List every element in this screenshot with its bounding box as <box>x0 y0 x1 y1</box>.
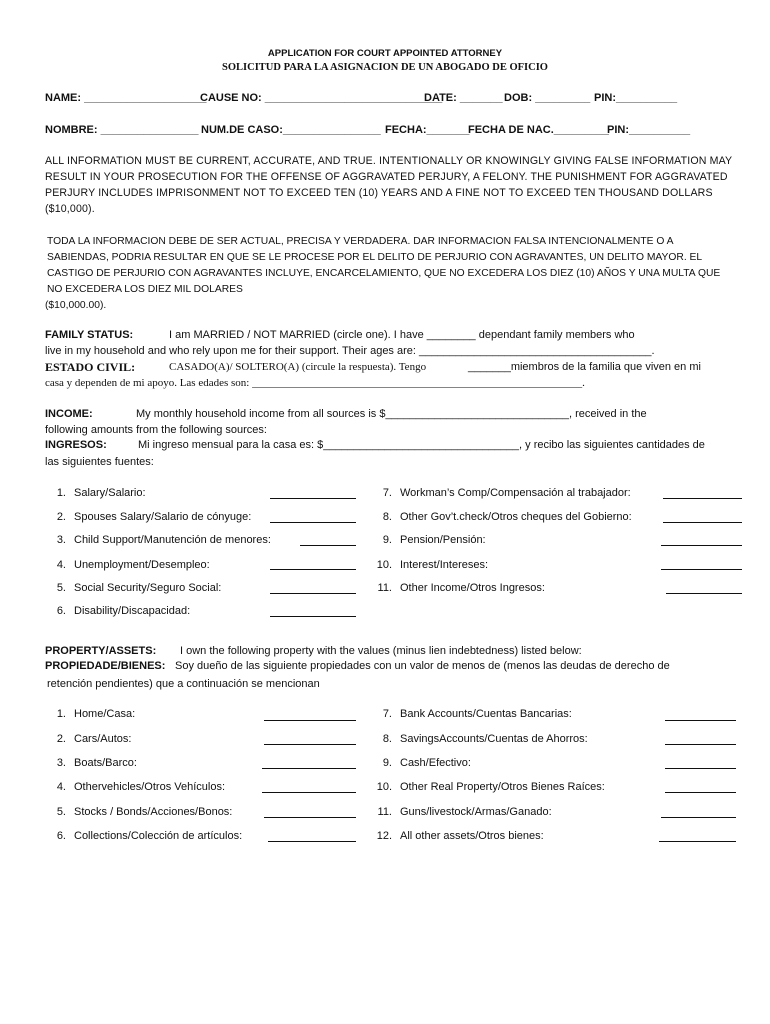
property-real-property-blank[interactable] <box>665 792 736 793</box>
edades-text[interactable]: casa y dependen de mi apoyo. Las edades son: ____________________________________________________________. <box>45 377 585 389</box>
warning-es-line: SABIENDAS, PODRIA RESULTAR EN QUE SE LE PROCESE POR EL DELITO DE PERJURIO CON AGRAVANTES, UN DELITO MAYOR. EL <box>47 252 703 263</box>
income-item-unemployment: 4. Unemployment/Desempleo: <box>56 559 210 571</box>
income-item-govt-check: 8. Other Gov’t.check/Otros cheques del Gobierno: <box>382 511 632 523</box>
income-unemployment-blank[interactable] <box>270 569 356 570</box>
cause-number-field[interactable]: CAUSE NO: _____________________________ <box>200 92 443 104</box>
income-spouse-blank[interactable] <box>270 522 356 523</box>
income-item-interest: 10. Interest/Intereses: <box>376 559 489 571</box>
ingresos-text[interactable]: Mi ingreso mensual para la casa es: $________________________________, y recibo las siguientes cantidades de <box>138 439 705 451</box>
property-item-savings: 8. SavingsAccounts/Cuentas de Ahorros: <box>382 733 588 745</box>
estado-civil-label: ESTADO CIVIL: <box>45 360 136 374</box>
dob-field[interactable]: DOB: _________ <box>504 92 591 104</box>
warning-en-line: ($10,000). <box>45 203 95 215</box>
propiedades-text: Soy dueño de las siguiente propiedades con un valor de menos de (menos las deudas de derecho de <box>175 660 670 672</box>
numero-caso-field[interactable]: NUM.DE CASO:________________ <box>201 124 381 136</box>
warning-es-line: ($10,000.00). <box>45 300 107 311</box>
nombre-field[interactable]: NOMBRE: ________________ <box>45 124 199 136</box>
property-item-other-assets: 12. All other assets/Otros bienes: <box>376 830 544 842</box>
property-label: PROPERTY/ASSETS: <box>45 645 157 657</box>
property-bank-accounts-blank[interactable] <box>665 720 736 721</box>
pin-field[interactable]: PIN:__________ <box>594 92 678 104</box>
income-social-security-blank[interactable] <box>270 593 356 594</box>
property-collections-blank[interactable] <box>268 841 356 842</box>
warning-es-line: TODA LA INFORMACION DEBE DE SER ACTUAL, PRECISA Y VERDADERA. DAR INFORMACION FALSA INTENCIONALMENTE O A <box>47 236 674 247</box>
property-cars-blank[interactable] <box>264 744 356 745</box>
name-field[interactable]: NAME: ____________________ <box>45 92 207 104</box>
income-text[interactable]: My monthly household income from all sources is $______________________________, received in the <box>136 408 647 420</box>
property-savings-blank[interactable] <box>665 744 736 745</box>
family-status-text[interactable]: I am MARRIED / NOT MARRIED (circle one). I have ________ dependant family members who <box>169 329 635 341</box>
property-item-guns-livestock: 11. Guns/livestock/Armas/Ganado: <box>377 806 552 818</box>
property-other-assets-blank[interactable] <box>659 841 736 842</box>
property-home-blank[interactable] <box>264 720 356 721</box>
property-item-bank-accounts: 7. Bank Accounts/Cuentas Bancarias: <box>382 708 572 720</box>
date-field[interactable]: DATE: _______ <box>424 92 503 104</box>
property-item-collections: 6. Collections/Colección de artículos: <box>56 830 243 842</box>
miembros-familia-text[interactable]: _______miembros de la familia que viven en mi <box>468 361 701 373</box>
income-item-disability: 6. Disability/Discapacidad: <box>56 605 191 617</box>
property-item-home: 1. Home/Casa: <box>56 708 136 720</box>
warning-en-line: ALL INFORMATION MUST BE CURRENT, ACCURATE, AND TRUE. INTENTIONALLY OR KNOWINGLY GIVING FALSE INFORMATION MAY <box>45 155 733 167</box>
property-item-boats: 3. Boats/Barco: <box>56 757 137 769</box>
family-ages-text[interactable]: live in my household and who rely upon me for their support. Their ages are: ______________________________________. <box>45 345 655 357</box>
income-item-child-support: 3. Child Support/Manutención de menores: <box>56 534 271 546</box>
income-child-support-blank[interactable] <box>300 545 356 546</box>
property-item-stocks: 5. Stocks / Bonds/Acciones/Bonos: <box>56 806 233 818</box>
property-stocks-blank[interactable] <box>264 817 356 818</box>
retencion-text: retención pendientes) que a continuación se mencionan <box>47 678 320 690</box>
perjury-warning-english <box>45 153 735 217</box>
income-govt-check-blank[interactable] <box>663 522 742 523</box>
fecha-nacimiento-field[interactable]: FECHA DE NAC._________ <box>468 124 609 136</box>
property-guns-livestock-blank[interactable] <box>661 817 736 818</box>
warning-es-line: NO EXCEDERA LOS DIEZ MIL DOLARES <box>47 284 243 295</box>
property-item-cash: 9. Cash/Efectivo: <box>382 757 471 769</box>
income-interest-blank[interactable] <box>661 569 742 570</box>
income-workmans-comp-blank[interactable] <box>663 498 742 499</box>
perjury-warning-spanish <box>47 234 737 314</box>
income-item-pension: 9. Pension/Pensión: <box>382 534 486 546</box>
estado-civil-text[interactable]: CASADO(A)/ SOLTERO(A) (circule la respuesta). Tengo <box>169 361 427 373</box>
title-english: APPLICATION FOR COURT APPOINTED ATTORNEY <box>267 48 503 59</box>
property-cash-blank[interactable] <box>665 768 736 769</box>
family-status-label: FAMILY STATUS: <box>45 329 134 341</box>
income-label: INCOME: <box>45 408 93 420</box>
property-item-other-vehicles: 4. Othervehicles/Otros Vehículos: <box>56 781 226 793</box>
property-boats-blank[interactable] <box>262 768 356 769</box>
fuentes-text: las siguientes fuentes: <box>45 456 154 468</box>
property-other-vehicles-blank[interactable] <box>262 792 356 793</box>
income-other-blank[interactable] <box>666 593 742 594</box>
income-item-workmans-comp: 7. Workman’s Comp/Compensación al trabajador: <box>382 487 631 499</box>
income-item-salary: 1. Salary/Salario: <box>56 487 146 499</box>
warning-es-line: CASTIGO DE PERJURIO CON AGRAVANTES INCLUYE, ENCARCELAMIENTO, QUE NO EXCEDERA LOS DIEZ (10) AÑOS Y UNA MULTA QUE <box>47 268 721 279</box>
income-item-spouse-salary: 2. Spouses Salary/Salario de cónyuge: <box>56 511 252 523</box>
warning-en-line: PERJURY INCLUDES IMPRISONMENT NOT TO EXCEED TEN (10) YEARS AND A FINE NOT TO EXCEED TEN THOUSAND DOLLARS <box>45 187 713 199</box>
income-disability-blank[interactable] <box>270 616 356 617</box>
income-sources-text: following amounts from the following sources: <box>45 424 267 436</box>
property-item-real-property: 10. Other Real Property/Otros Bienes Raíces: <box>376 781 605 793</box>
propiedades-label: PROPIEDADE/BIENES: <box>45 660 166 672</box>
property-item-cars: 2. Cars/Autos: <box>56 733 132 745</box>
warning-en-line: RESULT IN YOUR PROSECUTION FOR THE OFFENSE OF AGGRAVATED PERJURY, A FELONY. THE PUNISHMENT FOR AGGRAVATED <box>45 171 728 183</box>
fecha-field[interactable]: FECHA:_______ <box>385 124 470 136</box>
income-pension-blank[interactable] <box>661 545 742 546</box>
title-spanish: SOLICITUD PARA LA ASIGNACION DE UN ABOGADO DE OFICIO <box>222 62 548 73</box>
pin-es-field[interactable]: PIN:__________ <box>607 124 691 136</box>
income-item-other: 11. Other Income/Otros Ingresos: <box>377 582 545 594</box>
income-item-social-security: 5. Social Security/Seguro Social: <box>56 582 222 594</box>
property-text: I own the following property with the values (minus lien indebtedness) listed below: <box>180 645 582 657</box>
ingresos-label: INGRESOS: <box>45 439 107 451</box>
income-salary-blank[interactable] <box>270 498 356 499</box>
